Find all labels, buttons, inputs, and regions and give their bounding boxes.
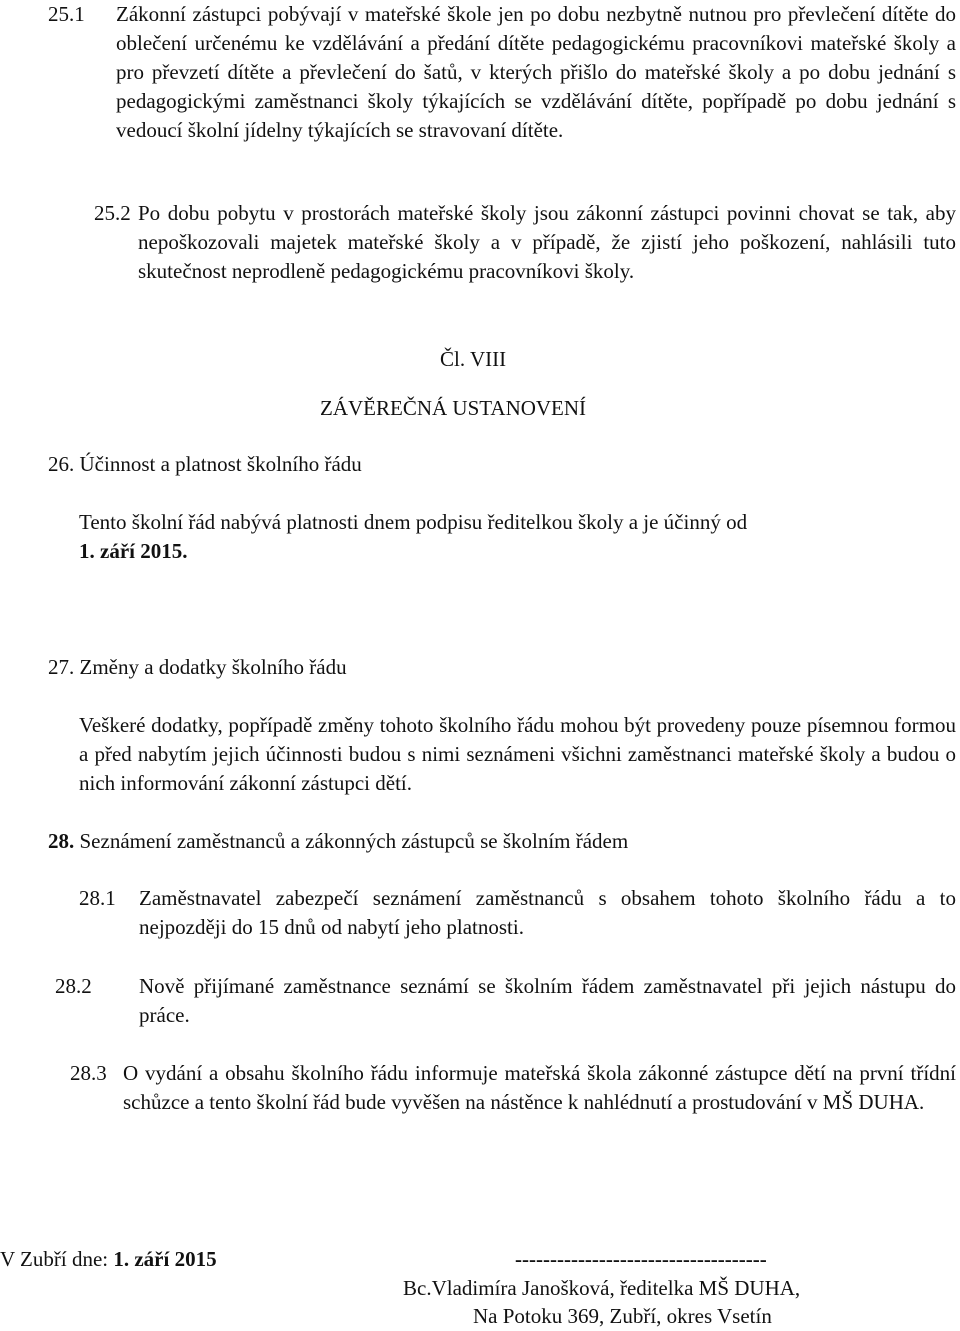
section-28-heading [48,827,628,856]
effective-date: 1. září 2015. [79,539,188,563]
footer-place-date [0,1245,217,1274]
section-title: Účinnost a platnost školního řádu [79,452,362,476]
section-26-heading [48,450,362,479]
section-number: 25.1 [48,2,85,26]
section-text: O vydání a obsahu školního řádu informuje mateřská škola zákonné zástupce dětí na první třídní schůzce a tento školní řád bude vyvěšen na nástěnce k nahlédnutí a prostudování v MŠ DUHA. [123,1061,956,1114]
signature-line: ------------------------------------ [515,1247,767,1271]
section-text: Po dobu pobytu v prostorách mateřské školy jsou zákonní zástupci povinni chovat se tak, aby nepoškozovali majetek mateřské školy a v případě, že zjistí jeho poškození, nahlásili tuto skutečnost neprodleně pedagogickému pracovníkovi školy. [138,201,956,283]
section-text: Zaměstnavatel zabezpečí seznámení zaměstnanců s obsahem tohoto školního řádu a to nejpozději do 15 dnů od nabytí jeho platnosti. [139,886,956,939]
section-title: Změny a dodatky školního řádu [79,655,347,679]
section-title: Seznámení zaměstnanců a zákonných zástupců se školním řádem [79,829,629,853]
section-text: Tento školní řád nabývá platnosti dnem podpisu ředitelkou školy a je účinný od [79,510,748,534]
section-25-2 [94,199,956,286]
section-number: 26. [48,452,75,476]
section-28-2 [55,972,956,1030]
section-28-3 [70,1059,956,1117]
chapter-title: ZÁVĚREČNÁ USTANOVENÍ [320,396,587,420]
section-text: Zákonní zástupci pobývají v mateřské škole jen po dobu nezbytně nutnou pro převlečení dítěte do oblečení určenému ke vzdělávání a předání dítěte pedagogickému pracovníkovi mateřské školy a pro převzetí dítěte a převlečení do šatů, v kterých přišlo do mateřské školy a po dobu jednání s pedagogickými zaměstnanci školy týkajících se vzdělávání dítěte, popřípadě po dobu jednání s vedoucí školní jídelny týkajících se stravovaní dítěte. [116,2,956,142]
section-number: 28.3 [70,1061,107,1085]
signature-date: 1. září 2015 [113,1247,217,1271]
section-text: Nově přijímané zaměstnance seznámí se školním řádem zaměstnavatel při jejich nástupu do práce. [139,974,956,1027]
section-25-1 [48,0,956,145]
section-number: 27. [48,655,75,679]
section-26-text [79,508,939,566]
chapter-number: Čl. VIII [440,347,507,371]
section-number: 28.2 [55,974,92,998]
signer-address: Na Potoku 369, Zubří, okres Vsetín [473,1304,772,1328]
section-27-heading [48,653,347,682]
section-number: 25.2 [94,201,131,225]
section-28-1 [79,884,956,942]
place-label: V Zubří dne: [0,1247,109,1271]
section-number: 28.1 [79,886,116,910]
section-27-text: Veškeré dodatky, popřípadě změny tohoto školního řádu mohou být provedeny pouze písemnou formou a před nabytím jejich účinnosti budou s nimi seznámeni všichni zaměstnanci mateřské školy a budou o nich informování zákonní zástupci dětí. [79,713,956,795]
section-number: 28. [48,829,75,853]
signer-name: Bc.Vladimíra Janošková, ředitelka MŠ DUHA, [403,1276,801,1300]
